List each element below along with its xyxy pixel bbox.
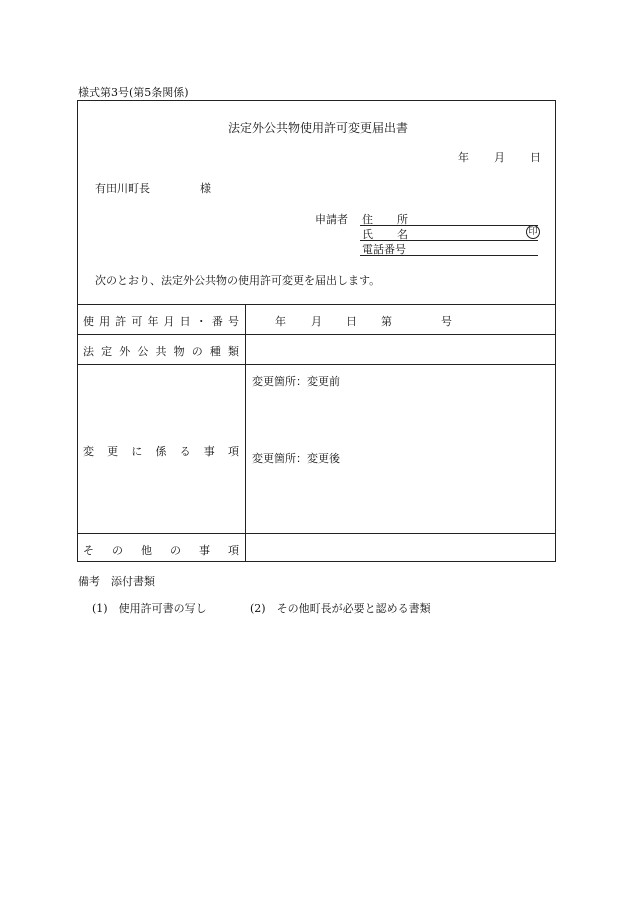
label-char: に (131, 445, 143, 458)
label-char: 類 (228, 345, 239, 358)
applicant-label: 申請者 (315, 213, 348, 226)
label-char: 日 (179, 315, 191, 328)
name-label-char: 名 (397, 228, 408, 241)
label-char: 用 (99, 315, 111, 328)
label-char: 物 (173, 345, 185, 358)
permit-number-suffix: 号 (441, 315, 452, 328)
remarks-item-1: (1) 使用許可書の写し (92, 602, 207, 615)
permit-number-prefix: 第 (381, 315, 392, 328)
label-char: そ (83, 544, 94, 557)
other-matters-label (83, 542, 239, 558)
name-label-char: 氏 (362, 228, 373, 241)
row-divider (77, 334, 556, 335)
addressee-honorific: 様 (200, 182, 211, 195)
label-char: る (179, 445, 191, 458)
phone-label: 電話番号 (362, 243, 406, 256)
change-before-label: 変更箇所：変更前 (252, 375, 340, 388)
form-box (77, 100, 556, 562)
label-char: 項 (227, 445, 239, 458)
address-label-char: 住 (362, 213, 373, 226)
seal-mark: 印 (526, 225, 540, 239)
label-char: 事 (203, 445, 215, 458)
label-char: 公 (137, 345, 149, 358)
label-char: 更 (107, 445, 119, 458)
label-char: 外 (119, 345, 131, 358)
label-char: 月 (163, 315, 175, 328)
address-label-char: 所 (397, 213, 408, 226)
label-char: 定 (101, 345, 113, 358)
label-char: の (112, 544, 123, 557)
label-char: 種 (209, 345, 221, 358)
label-char: の (170, 544, 181, 557)
addressee-name: 有田川町長 (95, 182, 150, 195)
label-char: 共 (155, 345, 167, 358)
form-title: 法定外公共物使用許可変更届出書 (228, 121, 409, 135)
row-divider (77, 364, 556, 365)
label-char: 号 (227, 315, 239, 328)
label-char: 法 (83, 345, 94, 358)
row-divider (77, 533, 556, 534)
label-char: 使 (83, 315, 94, 328)
table-top-line (77, 304, 556, 305)
label-char: 項 (228, 544, 239, 557)
change-after-label: 変更箇所：変更後 (252, 452, 340, 465)
label-char: の (191, 345, 203, 358)
label-char: 係 (155, 445, 167, 458)
permit-year-label: 年 (275, 315, 286, 328)
label-char: 番 (211, 315, 223, 328)
phone-field-line (360, 255, 538, 256)
label-char: 他 (141, 544, 152, 557)
label-char: 事 (199, 544, 210, 557)
change-details-label (83, 443, 239, 459)
property-type-label (83, 343, 239, 359)
remarks-item-2: (2) その他町長が必要と認める書類 (250, 602, 431, 615)
label-char: 年 (147, 315, 159, 328)
date-month-label: 月 (494, 151, 505, 164)
remarks-title: 備考 添付書類 (78, 575, 155, 588)
label-char: 可 (131, 315, 143, 328)
statement-text: 次のとおり、法定外公共物の使用許可変更を届出します。 (95, 274, 381, 287)
form-number: 様式第3号(第5条関係) (78, 86, 189, 99)
label-char: 変 (83, 445, 94, 458)
date-year-label: 年 (458, 151, 469, 164)
permit-day-label: 日 (346, 315, 357, 328)
permit-month-label: 月 (311, 315, 322, 328)
permit-date-number-label (83, 313, 239, 329)
label-char: ・ (195, 315, 207, 328)
date-day-label: 日 (530, 151, 541, 164)
column-divider (245, 304, 246, 562)
label-char: 許 (115, 315, 127, 328)
